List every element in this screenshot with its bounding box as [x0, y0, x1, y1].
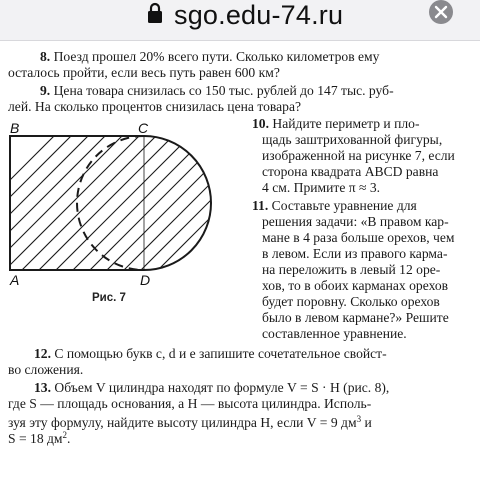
url-text[interactable]: sgo.edu-74.ru — [174, 0, 344, 30]
browser-address-bar[interactable] — [0, 0, 480, 41]
hatch-line — [70, 130, 230, 290]
problem-8-text-2: осталось пройти, если весь путь равен 600 км? — [8, 65, 280, 80]
problem-13-text-4a: S = 18 дм — [8, 431, 63, 446]
problem-10-text-3: изображенной на рисунке 7, если — [262, 148, 455, 163]
problem-13-text-3b: и — [361, 415, 372, 430]
problem-11-text-6: хов, то в обоих карманах орехов — [262, 278, 449, 293]
hatch-line — [0, 130, 94, 290]
lock-icon — [146, 2, 164, 24]
problem-13-text-2: где S — площадь основания, а H — высота цилиндра. Исполь- — [8, 396, 372, 411]
problem-11-text-1: Составьте уравнение для — [271, 198, 417, 213]
problem-13-line-1 — [34, 379, 389, 396]
textbook-page — [0, 40, 480, 480]
figure-caption: Рис. 7 — [92, 292, 126, 304]
problem-9-text-1: Цена товара снизилась со 150 тыс. рублей до 147 тыс. руб- — [53, 83, 394, 98]
problem-11-text-8: было в левом кармане?» Решите — [262, 310, 449, 325]
problem-11-text-4: в левом. Если из правого карма- — [262, 246, 448, 261]
problem-13-text-4b: . — [67, 431, 71, 446]
problem-12-number: 12. — [34, 346, 51, 361]
problem-13-number: 13. — [34, 380, 51, 395]
problem-13-text-1: Объем V цилиндра находят по формуле V = S · H (рис. 8), — [54, 380, 390, 395]
problem-12-line-1 — [34, 345, 387, 362]
problem-10-text-2: щадь заштрихованной фигуры, — [262, 132, 443, 147]
problem-13-line-4 — [8, 427, 70, 447]
problem-11-text-2: решения задачи: «В правом кар- — [262, 214, 449, 229]
hatch-line — [0, 130, 128, 290]
problem-9-number: 9. — [40, 83, 51, 98]
problem-11-text-9: составленное уравнение. — [262, 326, 407, 341]
cube-superscript: 3 — [356, 414, 362, 424]
problem-11-number: 11. — [252, 198, 269, 213]
hatch-line — [36, 130, 196, 290]
label-d: D — [140, 272, 151, 288]
problem-10-text-1: Найдите периметр и пло- — [272, 116, 420, 131]
problem-9-text-2: лей. На сколько процентов снизилась цена товара? — [8, 99, 302, 114]
problem-8-number: 8. — [40, 49, 51, 64]
problem-11-text-3: мане в 4 раза больше орехов, чем — [262, 230, 455, 245]
hatch-line — [104, 130, 264, 290]
problem-13-text-3a: зуя эту формулу, найдите высоту цилиндра H, если V = 9 дм — [8, 415, 357, 430]
label-a: A — [10, 272, 20, 288]
problem-10-line-1 — [252, 115, 419, 132]
problem-12-text-1: С помощью букв c, d и e запишите сочетательное свойст- — [54, 346, 387, 361]
problem-10-text-4: сторона квадрата ABCD равна — [262, 164, 439, 179]
problem-8-text-1: Поезд прошел 20% всего пути. Сколько километров ему — [53, 49, 380, 64]
problem-11-line-1 — [252, 197, 417, 214]
close-icon[interactable] — [426, 0, 456, 30]
square-superscript: 2 — [62, 430, 68, 440]
label-b: B — [10, 120, 20, 136]
hatch-line — [2, 130, 162, 290]
problem-10-text-5: 4 см. Примите π ≈ 3. — [262, 180, 381, 195]
label-c: C — [138, 120, 149, 136]
problem-11-text-7: будет поровну. Сколько орехов — [262, 294, 440, 309]
problem-10-number: 10. — [252, 116, 269, 131]
problem-12-text-2: во сложения. — [8, 362, 84, 377]
problem-11-text-5: на переложить в левый 12 оре- — [262, 262, 441, 277]
